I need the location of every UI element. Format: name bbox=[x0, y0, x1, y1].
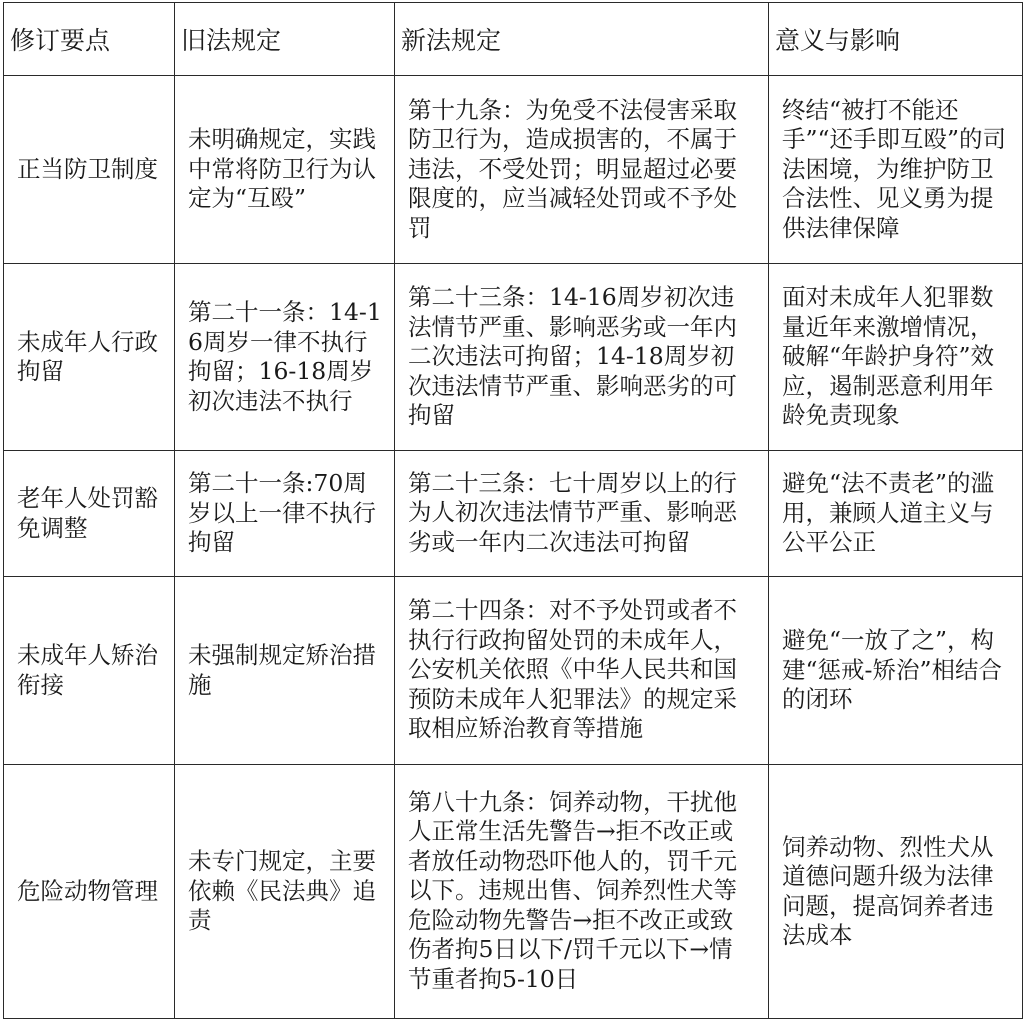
table-row bbox=[4, 765, 1023, 1019]
impact-cell: 饲养动物、烈性犬从道德问题升级为法律问题，提高饲养者违法成本 bbox=[769, 765, 1023, 1019]
old-law-cell: 未专门规定，主要依赖《民法典》追责 bbox=[175, 765, 395, 1019]
new-law-cell: 第八十九条：饲养动物，干扰他人正常生活先警告→拒不改正或者放任动物恐吓他人的，罚千元以下。违规出售、饲养烈性犬等危险动物先警告→拒不改正或致伤者拘5日以下/罚千元以下→情节重者拘5-10日 bbox=[395, 765, 769, 1019]
impact-cell: 避免“一放了之”，构建“惩戒-矫治”相结合的闭环 bbox=[769, 577, 1023, 765]
impact-cell: 终结“被打不能还手”“还手即互殴”的司法困境，为维护防卫合法性、见义勇为提供法律保障 bbox=[769, 76, 1023, 264]
new-law-cell: 第二十四条：对不予处罚或者不执行行政拘留处罚的未成年人，公安机关依照《中华人民共和国预防未成年人犯罪法》的规定采取相应矫治教育等措施 bbox=[395, 577, 769, 765]
old-law-cell: 未明确规定，实践中常将防卫行为认定为“互殴” bbox=[175, 76, 395, 264]
revision-point-cell: 正当防卫制度 bbox=[4, 76, 175, 264]
revision-point-cell: 未成年人行政拘留 bbox=[4, 264, 175, 451]
table-row bbox=[4, 577, 1023, 765]
table-row bbox=[4, 451, 1023, 577]
revision-comparison-table bbox=[3, 2, 1023, 1019]
header-old-law: 旧法规定 bbox=[175, 3, 395, 76]
header-row bbox=[4, 3, 1023, 76]
revision-point-cell: 老年人处罚豁免调整 bbox=[4, 451, 175, 577]
revision-point-cell: 危险动物管理 bbox=[4, 765, 175, 1019]
new-law-cell: 第十九条：为免受不法侵害采取防卫行为，造成损害的，不属于违法，不受处罚；明显超过必要限度的，应当减轻处罚或不予处罚 bbox=[395, 76, 769, 264]
header-revision-point: 修订要点 bbox=[4, 3, 175, 76]
old-law-cell: 第二十一条:70周岁以上一律不执行拘留 bbox=[175, 451, 395, 577]
impact-cell: 避免“法不责老”的滥用，兼顾人道主义与公平公正 bbox=[769, 451, 1023, 577]
table-row bbox=[4, 76, 1023, 264]
impact-cell: 面对未成年人犯罪数量近年来激增情况，破解“年龄护身符”效应，遏制恶意利用年龄免责现象 bbox=[769, 264, 1023, 451]
new-law-cell: 第二十三条：七十周岁以上的行为人初次违法情节严重、影响恶劣或一年内二次违法可拘留 bbox=[395, 451, 769, 577]
old-law-cell: 未强制规定矫治措施 bbox=[175, 577, 395, 765]
revision-point-cell: 未成年人矫治衔接 bbox=[4, 577, 175, 765]
header-new-law: 新法规定 bbox=[395, 3, 769, 76]
header-impact: 意义与影响 bbox=[769, 3, 1023, 76]
new-law-cell: 第二十三条：14-16周岁初次违法情节严重、影响恶劣或一年内二次违法可拘留；14-18周岁初次违法情节严重、影响恶劣的可拘留 bbox=[395, 264, 769, 451]
old-law-cell: 第二十一条：14-16周岁一律不执行拘留；16-18周岁初次违法不执行 bbox=[175, 264, 395, 451]
table-row bbox=[4, 264, 1023, 451]
